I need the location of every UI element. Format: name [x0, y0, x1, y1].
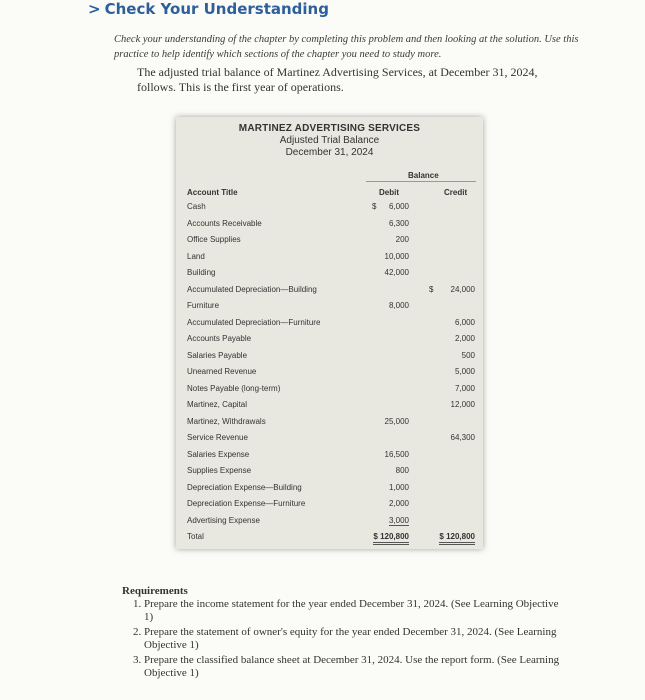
debit-amount: 2,000	[388, 499, 409, 508]
debit-amount: 42,000	[384, 268, 409, 277]
table-row	[176, 495, 483, 512]
table-row	[176, 231, 483, 248]
problem-paragraph: The adjusted trial balance of Martinez Advertising Services, at December 31, 2024, follows. This is the first year of operations.	[137, 65, 538, 94]
debit-amount: 25,000	[384, 416, 409, 426]
table-row	[176, 347, 483, 364]
intro-text: Check your understanding of the chapter by completing this problem and then looking at the solution. Use this practice to help identify which sections of the chapter you need to study more.	[114, 34, 579, 60]
statement-title: Adjusted Trial Balance	[279, 135, 380, 146]
account-name: Accumulated Depreciation—Furniture	[187, 317, 321, 327]
credit-amount: 500	[461, 350, 475, 360]
credit-amount: 24,000	[450, 284, 475, 294]
account-name: Accumulated Depreciation—Building	[187, 284, 317, 294]
requirement-item: 1. Prepare the income statement for the year ended December 31, 2024. (See Learning Objective 1)	[144, 598, 562, 624]
requirements-section	[122, 585, 562, 682]
credit-header: Credit	[444, 188, 468, 197]
debit-header: Debit	[379, 188, 399, 197]
heading-title: Check Your Understanding	[104, 0, 329, 18]
trial-balance-table	[176, 117, 483, 549]
account-name: Accounts Payable	[187, 334, 252, 343]
statement-date: December 31, 2024	[285, 147, 374, 158]
debit-currency-symbol: $	[372, 202, 377, 211]
credit-currency-symbol: $	[429, 284, 434, 294]
table-row	[176, 297, 483, 314]
debit-amount: 10,000	[384, 251, 409, 261]
account-name: Service Revenue	[187, 433, 248, 442]
account-name: Furniture	[187, 301, 220, 310]
table-row	[176, 396, 483, 413]
trial-balance-header	[176, 123, 483, 159]
credit-amount: 7,000	[454, 383, 475, 393]
company-name: MARTINEZ ADVERTISING SERVICES	[238, 123, 421, 134]
table-row	[176, 446, 483, 463]
credit-amount: $ 120,800	[439, 532, 475, 545]
table-row	[176, 512, 483, 529]
account-name: Office Supplies	[187, 235, 241, 244]
account-name: Notes Payable (long-term)	[187, 383, 281, 393]
account-name: Building	[187, 268, 216, 277]
table-row	[176, 363, 483, 380]
requirements-list	[122, 598, 562, 680]
section-heading	[88, 0, 329, 18]
table-row	[176, 215, 483, 232]
debit-amount: 3,000	[388, 515, 409, 525]
account-name: Martinez, Capital	[187, 400, 248, 409]
account-name: Salaries Expense	[187, 449, 250, 459]
account-name: Accounts Receivable	[187, 218, 262, 228]
debit-amount: 200	[395, 235, 409, 244]
account-name: Total	[187, 532, 204, 541]
debit-amount: 6,000	[388, 202, 409, 211]
account-name: Land	[187, 251, 205, 261]
debit-amount: 800	[395, 466, 409, 475]
table-row	[176, 462, 483, 479]
account-name: Advertising Expense	[187, 515, 260, 525]
table-row	[176, 198, 483, 215]
debit-amount: 1,000	[388, 482, 409, 492]
account-name: Unearned Revenue	[187, 367, 257, 376]
account-name: Cash	[187, 202, 206, 211]
balance-label: Balance	[408, 171, 439, 180]
balance-divider	[366, 181, 476, 182]
table-row	[176, 248, 483, 265]
account-name: Depreciation Expense—Furniture	[187, 499, 306, 508]
requirement-item: 2. Prepare the statement of owner's equity for the year ended December 31, 2024. (See Learning Objective 1)	[144, 626, 562, 652]
table-row	[176, 380, 483, 397]
credit-amount: 12,000	[450, 400, 475, 409]
total-row	[176, 528, 483, 545]
account-name: Salaries Payable	[187, 350, 248, 360]
credit-amount: 64,300	[450, 433, 475, 442]
account-name: Supplies Expense	[187, 466, 252, 475]
table-row	[176, 429, 483, 446]
table-row	[176, 479, 483, 496]
credit-amount: 5,000	[454, 367, 475, 376]
debit-amount: 16,500	[384, 449, 409, 459]
table-row	[176, 281, 483, 298]
chevron-right-icon: >	[88, 0, 101, 18]
credit-amount: 6,000	[454, 317, 475, 327]
credit-amount: 2,000	[454, 334, 475, 343]
account-name: Martinez, Withdrawals	[187, 416, 266, 426]
table-row	[176, 413, 483, 430]
requirement-item: 3. Prepare the classified balance sheet at December 31, 2024. Use the report form. (See Learning Objective 1)	[144, 654, 562, 680]
account-name: Depreciation Expense—Building	[187, 482, 302, 492]
table-row	[176, 330, 483, 347]
table-row	[176, 314, 483, 331]
requirements-title: Requirements	[122, 585, 188, 597]
table-row	[176, 264, 483, 281]
debit-amount: 8,000	[388, 301, 409, 310]
debit-amount: $ 120,800	[373, 532, 409, 545]
debit-amount: 6,300	[388, 218, 409, 228]
account-title-header: Account Title	[187, 188, 238, 197]
